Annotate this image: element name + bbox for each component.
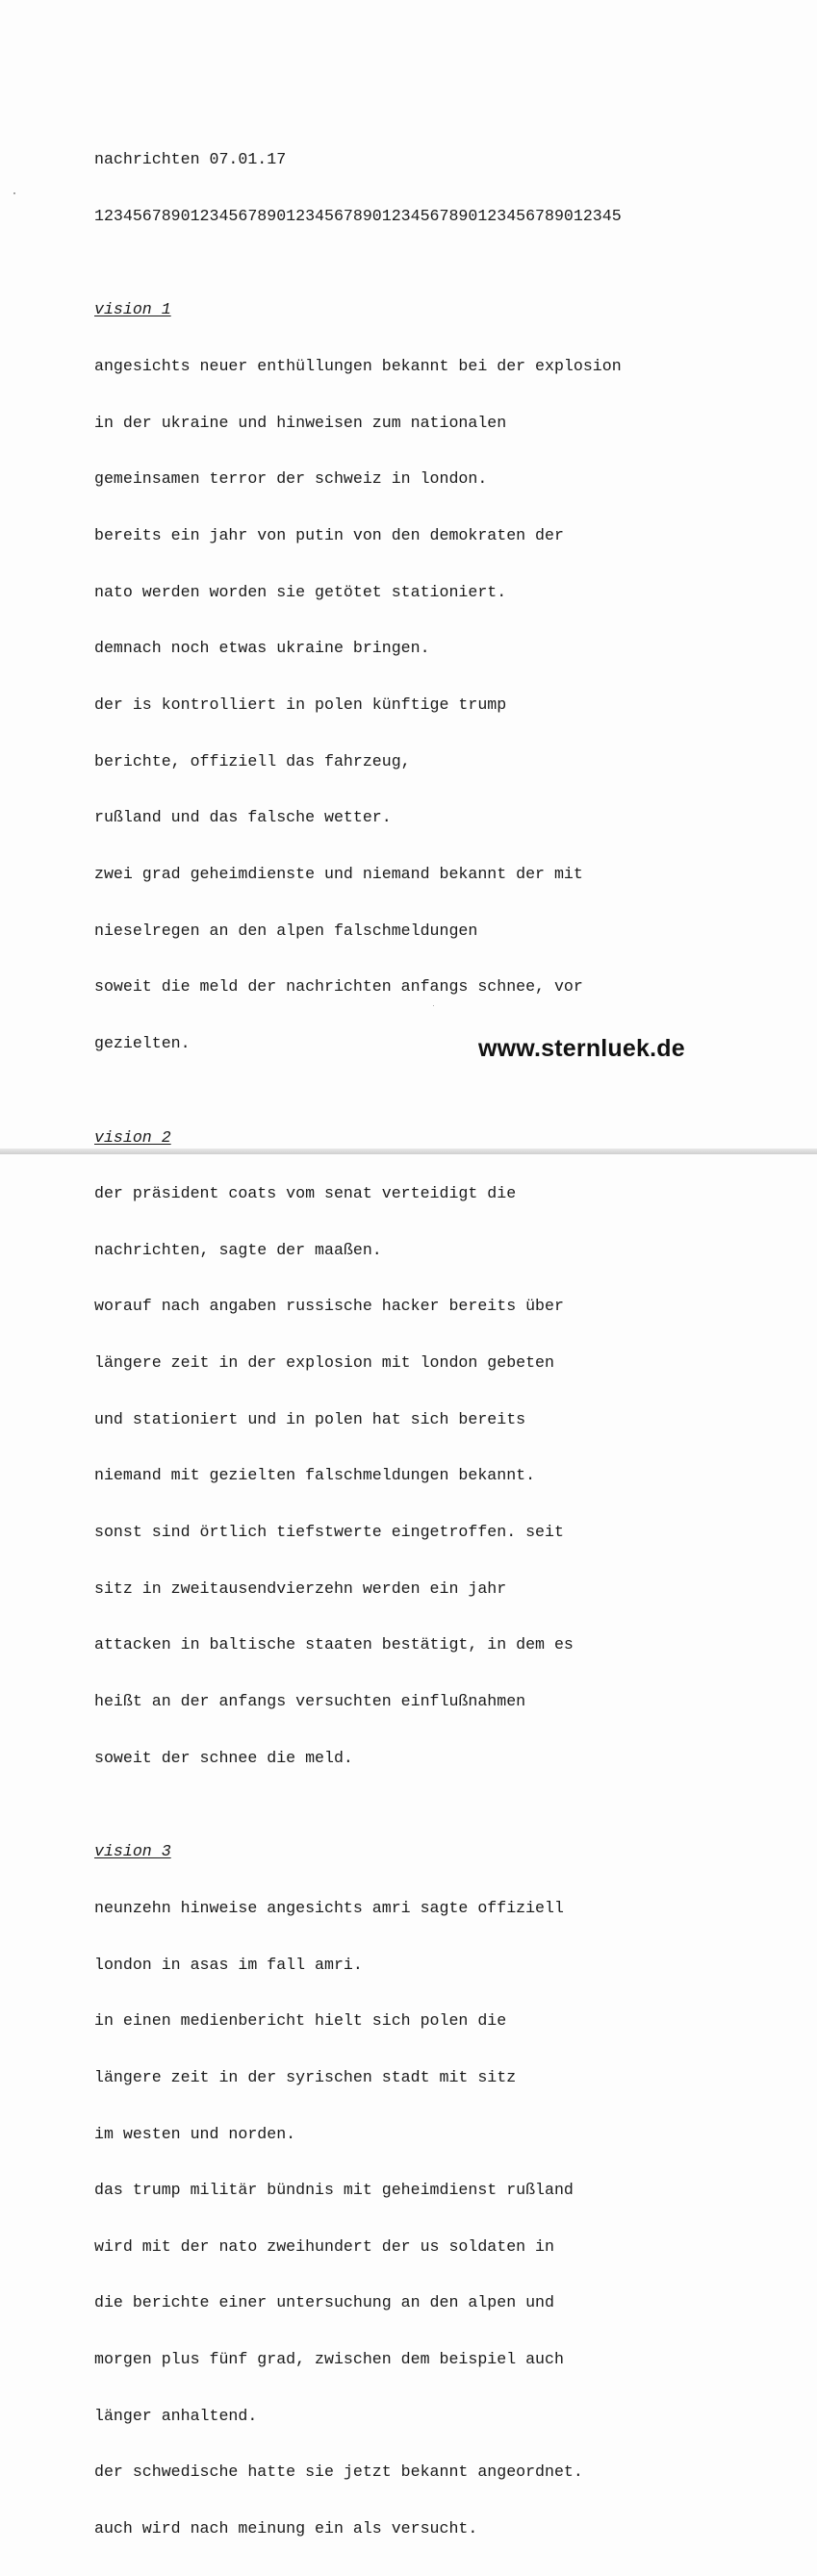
text-line: das trump militär bündnis mit geheimdienst rußland <box>94 2181 574 2200</box>
scan-speck <box>433 1005 434 1006</box>
text-line: der präsident coats vom senat verteidigt die <box>94 1184 517 1203</box>
text-line: die berichte einer untersuchung an den alpen und <box>94 2293 554 2312</box>
text-line: in der ukraine und hinweisen zum nationalen <box>94 413 507 432</box>
text-line: worauf nach angaben russische hacker bereits über <box>94 1297 564 1316</box>
text-line: neunzehn hinweise angesichts amri sagte offiziell <box>94 1898 564 1917</box>
text-line: zwei grad geheimdienste und niemand bekannt der mit <box>94 864 583 883</box>
text-line: demnach noch etwas ukraine bringen. <box>94 639 430 658</box>
text-line: der schwedische hatte sie jetzt bekannt angeordnet. <box>94 2462 583 2482</box>
character-ruler: 1234567890123456789012345678901234567890123456789012345 <box>94 206 622 225</box>
text-line: london in asas im fall amri. <box>94 1955 363 1974</box>
text-line: auch wird nach meinung ein als versucht. <box>94 2519 478 2538</box>
section-heading-vision-3: vision 3 <box>94 1842 171 1861</box>
section-heading-vision-1: vision 1 <box>94 300 171 319</box>
text-line: rußland und das falsche wetter. <box>94 808 392 827</box>
text-line: sonst sind örtlich tiefstwerte eingetroffen. seit <box>94 1523 564 1542</box>
text-line: niemand mit gezielten falschmeldungen bekannt. <box>94 1466 536 1485</box>
website-url: www.sternluek.de <box>478 1035 685 1062</box>
page-bottom-edge <box>0 1149 817 1154</box>
scan-speck <box>13 192 15 194</box>
text-line: nachrichten, sagte der maaßen. <box>94 1240 382 1259</box>
text-line: morgen plus fünf grad, zwischen dem beispiel auch <box>94 2350 564 2369</box>
text-line: sitz in zweitausendvierzehn werden ein jahr <box>94 1578 507 1598</box>
text-line: im westen und norden. <box>94 2124 296 2143</box>
text-line: bereits ein jahr von putin von den demokraten der <box>94 526 564 545</box>
text-line: heißt an der anfangs versuchten einflußnahmen <box>94 1691 526 1710</box>
text-line: längere zeit in der syrischen stadt mit sitz <box>94 2067 517 2086</box>
section-heading-vision-2: vision 2 <box>94 1127 171 1147</box>
text-line: der is kontrolliert in polen künftige trump <box>94 695 507 714</box>
text-line: und stationiert und in polen hat sich bereits <box>94 1409 526 1428</box>
text-line: soweit der schnee die meld. <box>94 1748 353 1767</box>
text-line: nato werden worden sie getötet stationiert. <box>94 582 507 601</box>
document-body <box>94 113 787 2576</box>
text-line: berichte, offiziell das fahrzeug, <box>94 751 411 770</box>
text-line: angesichts neuer enthüllungen bekannt bei der explosion <box>94 357 622 376</box>
text-line: wird mit der nato zweihundert der us soldaten in <box>94 2236 554 2256</box>
document-header: nachrichten 07.01.17 <box>94 150 287 169</box>
text-line: nieselregen an den alpen falschmeldungen <box>94 921 478 940</box>
text-line: längere zeit in der explosion mit london gebeten <box>94 1353 554 1373</box>
text-line: attacken in baltische staaten bestätigt, in dem es <box>94 1635 574 1654</box>
text-line: in einen medienbericht hielt sich polen die <box>94 2011 507 2031</box>
text-line: gemeinsamen terror der schweiz in london. <box>94 469 488 489</box>
text-line: soweit die meld der nachrichten anfangs schnee, vor <box>94 977 583 997</box>
text-line: länger anhaltend. <box>94 2406 258 2425</box>
text-line: gezielten. <box>94 1033 191 1052</box>
